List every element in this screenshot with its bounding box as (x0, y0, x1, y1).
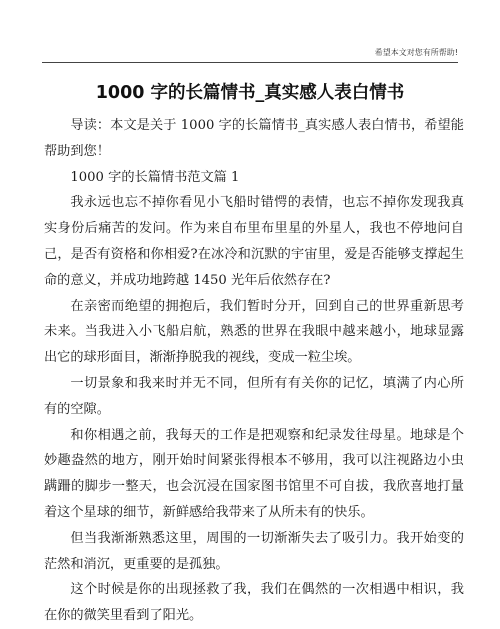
body-paragraph: 和你相遇之前，我每天的工作是把观察和纪录发往母星。地球是个妙趣盎然的地方，刚开始时间紧张得根本不够用，我可以注视路边小虫蹒跚的脚步一整天，也会沉浸在国家图书馆里不可自拔，我欣喜地打量着这个星球的细节，新鲜感给我带来了从所未有的快乐。 (44, 427, 464, 520)
document-title: 1000 字的长篇情书_真实感人表白情书 (95, 83, 405, 103)
header-divider (42, 62, 458, 63)
body-paragraph: 一切景象和我来时并无不同，但所有有关你的记忆，填满了内心所有的空隙。 (44, 375, 464, 417)
header-note: 希望本文对您有所帮助! (374, 48, 458, 57)
body-paragraph: 在亲密而绝望的拥抱后，我们暂时分开，回到自己的世界重新思考未来。当我进入小飞船启航，熟悉的世界在我眼中越来越小，地球显露出它的球形面目，渐渐挣脱我的视线，变成一粒尘埃。 (44, 298, 464, 366)
intro-paragraph: 导读：本文是关于 1000 字的长篇情书_真实感人表白情书，希望能帮助到您！ (44, 118, 464, 159)
body-paragraph: 我永远也忘不掉你看见小飞船时错愕的表情，也忘不掉你发现我真实身份后痛苦的发问。作为来自布里布里星的外星人，我也不停地问自己，是否有资格和你相爱?在冰冷和沉默的宇宙里，爱是否能够支撑起生命的意义，并成功地跨越 1450 光年后依然存在? (44, 195, 464, 288)
section-heading: 1000 字的长篇情书范文篇 1 (70, 169, 240, 185)
document-body (44, 113, 464, 629)
body-paragraph: 但当我渐渐熟悉这里，周围的一切渐渐失去了吸引力。我开始变的茫然和消沉，更重要的是孤独。 (44, 530, 464, 572)
body-paragraph: 这个时候是你的出现拯救了我，我们在偶然的一次相遇中相识，我在你的微笑里看到了阳光。 (44, 582, 464, 624)
